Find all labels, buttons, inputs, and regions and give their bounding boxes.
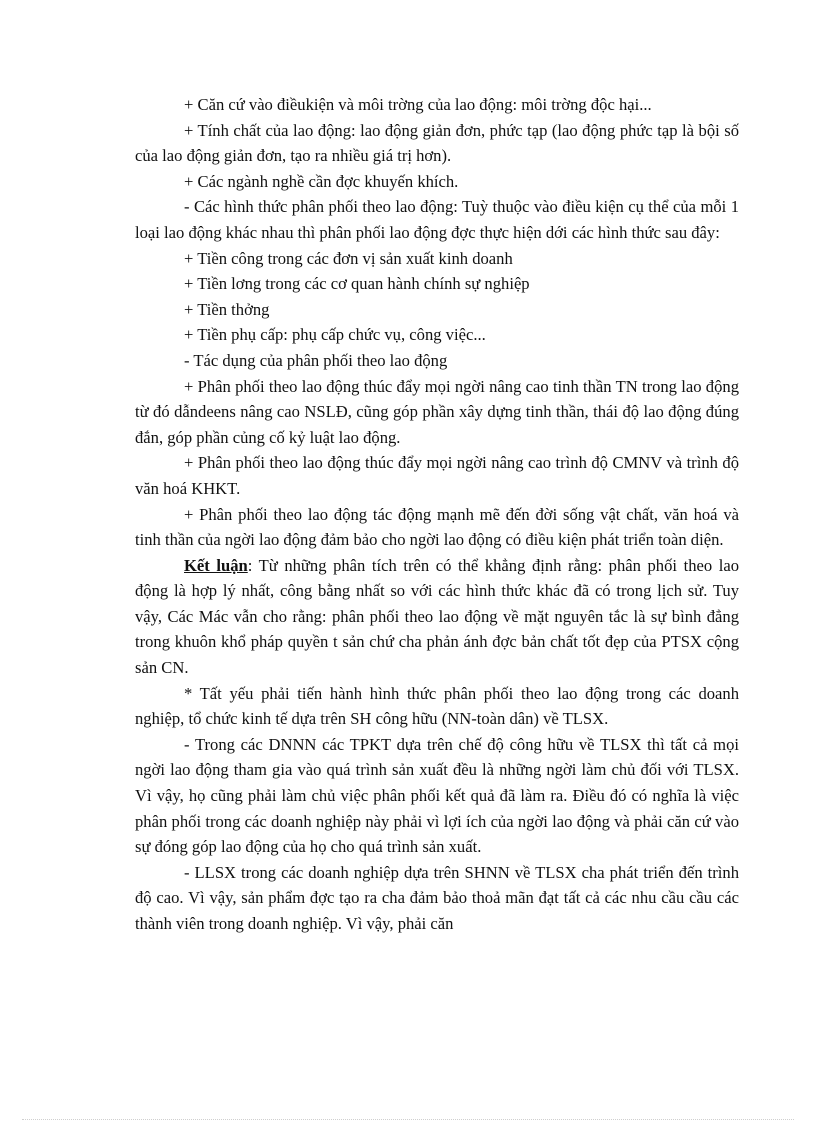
page-bottom-divider <box>22 1119 794 1120</box>
paragraph-form-bonus: + Tiền thởng <box>184 299 270 319</box>
conclusion-label: Kết luận <box>184 555 248 575</box>
paragraph-form-salary: + Tiền lơng trong các cơ quan hành chính sự nghiệp <box>184 274 530 294</box>
conclusion-text: : Từ những phân tích trên có thể khẳng định rằng: phân phối theo lao động là hợp lý nhất, công bằng nhất so với các hình thức khác đã có trong lịch sử. Tuy vậy, Các Mác vẫn cho rằng: phân phối theo lao động về mặt nguyên tắc là sự bình đẳng trong khuôn khổ pháp quyền t sản chứ cha phản ánh đợc bản chất tốt đẹp của PTSX cộng sản CN. <box>135 555 740 678</box>
paragraph-form-wages: + Tiền công trong các đơn vị sản xuất kinh doanh <box>184 248 513 268</box>
paragraph-productive-forces: - LLSX trong các doanh nghiệp dựa trên SHNN về TLSX cha phát triển đến trình độ cao. Vì vậy, sản phẩm đợc tạo ra cha đảm bảo thoả mãn đạt tất cả các nhu cầu cầu các thành viên trong doanh nghiệp. Vì vậy, phải căn <box>135 862 739 933</box>
paragraph-form-allowance: + Tiền phụ cấp: phụ cấp chức vụ, công việc... <box>184 325 486 345</box>
paragraph-effect-wellbeing: + Phân phối theo lao động tác động mạnh mẽ đến đời sống vật chất, văn hoá và tinh thần của ngời lao động đảm bảo cho ngời lao động có điều kiện phát triển toàn diện. <box>135 504 739 550</box>
paragraph-effects-heading: - Tác dụng của phân phối theo lao động <box>184 350 448 370</box>
paragraph-effect-spirit: + Phân phối theo lao động thúc đẩy mọi ngời nâng cao tinh thần TN trong lao động từ đó dẫndeens nâng cao NSLĐ, cũng góp phần xây dựng tinh thần, thái độ lao động đúng đắn, góp phần củng cố kỷ luật lao động. <box>135 376 739 447</box>
paragraph-criteria-industries: + Các ngành nghề cần đợc khuyến khích. <box>184 171 459 191</box>
paragraph-criteria-nature: + Tính chất của lao động: lao động giản đơn, phức tạp (lao động phức tạp là bội số của lao động giản đơn, tạo ra nhiều giá trị hơn). <box>135 120 739 166</box>
paragraph-necessity: * Tất yếu phải tiến hành hình thức phân phối theo lao động trong các doanh nghiệp, tổ chức kinh tế dựa trên SH công hữu (NN-toàn dân) về TLSX. <box>135 683 739 729</box>
paragraph-effect-skills: + Phân phối theo lao động thúc đẩy mọi ngời nâng cao trình độ CMNV và trình độ văn hoá KHKT. <box>135 453 739 498</box>
paragraph-criteria-environment: + Căn cứ vào điềukiện và môi trờng của lao động: môi trờng độc hại... <box>184 95 652 114</box>
paragraph-conclusion <box>135 553 739 681</box>
paragraph-distribution-forms: - Các hình thức phân phối theo lao động: Tuỳ thuộc vào điều kiện cụ thể của mỗi 1 loại lao động khác nhau thì phân phối lao động đợc thực hiện dới các hình thức sau đây: <box>135 197 739 242</box>
document-body <box>135 92 739 937</box>
paragraph-state-enterprises: - Trong các DNNN các TPKT dựa trên chế độ công hữu về TLSX thì tất cả mọi ngời lao động tham gia vào quá trình sản xuất đều là những ngời làm chủ đối với TLSX. Vì vậy, họ cũng phải làm chủ việc phân phối kết quả đã làm ra. Điều đó có nghĩa là việc phân phối trong các doanh nghiệp này phải vì lợi ích của ngời lao động và phải căn cứ vào sự đóng góp lao động của họ cho quá trình sản xuất. <box>135 734 739 857</box>
